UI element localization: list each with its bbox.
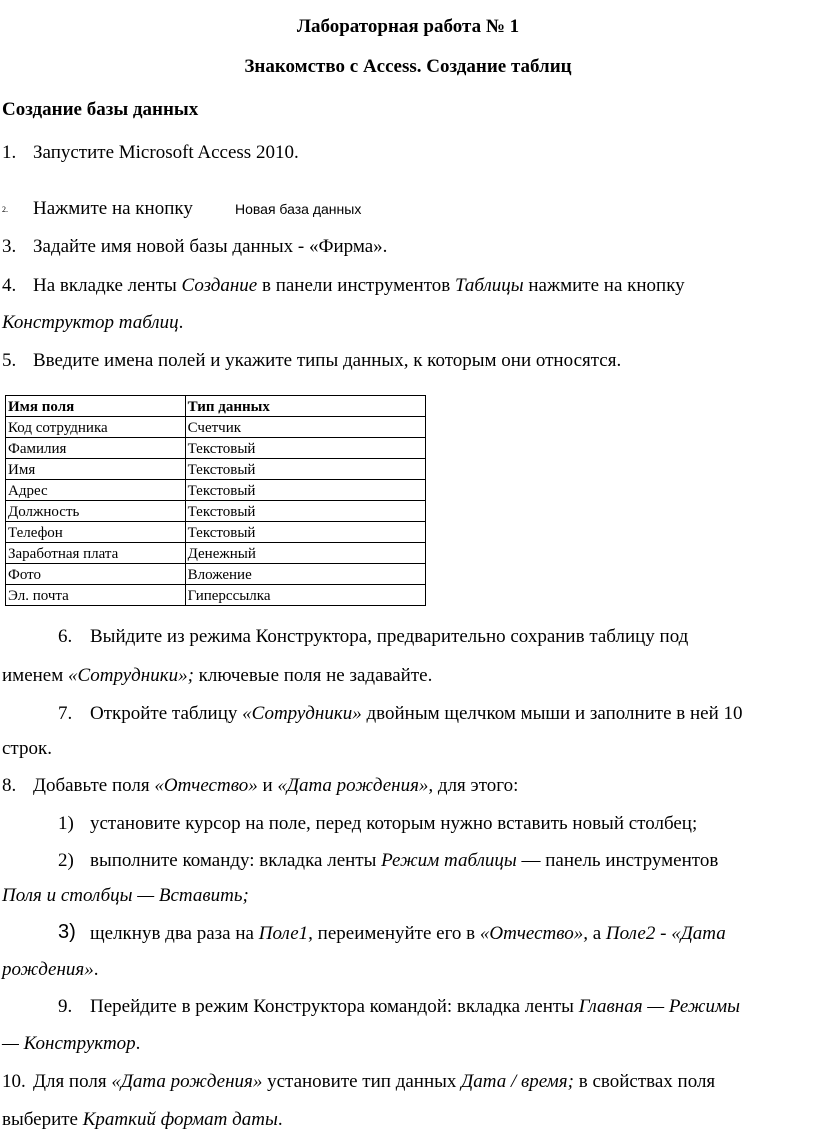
step-7-line-1: Откройте таблицу «Сотрудники» двойным щелчком мыши и заполните в ней 10 xyxy=(90,703,743,724)
table-cell: Вложение xyxy=(185,564,425,585)
substep-1-text: установите курсор на поле, перед которым нужно вставить новый столбец; xyxy=(90,813,698,834)
fields-table xyxy=(5,395,426,606)
step-9-line-1: Перейдите в режим Конструктора командой: вкладка ленты Главная — Режимы xyxy=(90,996,740,1017)
table-cell: Адрес xyxy=(6,480,186,501)
step-4-number: 4. xyxy=(2,275,17,296)
step-8-text: Добавьте поля «Отчество» и «Дата рождения», для этого: xyxy=(33,775,519,796)
substep-2-line-1: выполните команду: вкладка ленты Режим таблицы — панель инструментов xyxy=(90,850,719,871)
step-6-line-1: Выйдите из режима Конструктора, предварительно сохранив таблицу под xyxy=(90,626,689,647)
table-header-cell: Тип данных xyxy=(185,396,425,417)
table-cell: Эл. почта xyxy=(6,585,186,606)
step-9-number: 9. xyxy=(58,996,73,1017)
table-header-cell: Имя поля xyxy=(6,396,186,417)
table-cell: Заработная плата xyxy=(6,543,186,564)
table-cell: Фото xyxy=(6,564,186,585)
table-row xyxy=(6,438,426,459)
table-row xyxy=(6,459,426,480)
step-4-line-1: На вкладке ленты Создание в панели инструментов Таблицы нажмите на кнопку xyxy=(33,275,685,296)
step-8-number: 8. xyxy=(2,775,17,796)
step-10-number: 10. xyxy=(2,1071,26,1092)
step-2-text: Нажмите на кнопку xyxy=(33,198,193,219)
table-row xyxy=(6,501,426,522)
step-1-text: Запустите Microsoft Access 2010. xyxy=(33,142,299,163)
new-database-button-label: Новая база данных xyxy=(235,201,362,217)
table-cell: Фамилия xyxy=(6,438,186,459)
substep-3-number: 3) xyxy=(58,921,76,943)
table-cell: Счетчик xyxy=(185,417,425,438)
substep-1-number: 1) xyxy=(58,813,74,834)
section-heading: Создание базы данных xyxy=(2,99,199,120)
table-header-row xyxy=(6,396,426,417)
table-row xyxy=(6,417,426,438)
table-cell: Текстовый xyxy=(185,501,425,522)
step-6-line-2: именем «Сотрудники»; ключевые поля не задавайте. xyxy=(2,665,433,686)
table-cell: Телефон xyxy=(6,522,186,543)
table-cell: Имя xyxy=(6,459,186,480)
step-4-line-2: Конструктор таблиц. xyxy=(2,312,184,333)
table-cell: Текстовый xyxy=(185,459,425,480)
step-3-number: 3. xyxy=(2,236,17,257)
substep-3-line-1: щелкнув два раза на Поле1, переименуйте его в «Отчество», а Поле2 - «Дата xyxy=(90,923,726,944)
table-row xyxy=(6,585,426,606)
table-row xyxy=(6,522,426,543)
substep-2-line-2: Поля и столбцы — Вставить; xyxy=(2,885,249,906)
step-9-line-2: — Конструктор. xyxy=(2,1033,141,1054)
step-7-number: 7. xyxy=(58,703,73,724)
table-row xyxy=(6,543,426,564)
page-subtitle: Знакомство с Access. Создание таблиц xyxy=(244,56,572,77)
substep-2-number: 2) xyxy=(58,850,74,871)
table-cell: Денежный xyxy=(185,543,425,564)
table-cell: Текстовый xyxy=(185,522,425,543)
table-cell: Текстовый xyxy=(185,438,425,459)
step-3-text: Задайте имя новой базы данных - «Фирма». xyxy=(33,236,388,257)
step-10-line-1: Для поля «Дата рождения» установите тип данных Дата / время; в свойствах поля xyxy=(33,1071,716,1092)
step-7-line-2: строк. xyxy=(2,738,52,759)
table-cell: Должность xyxy=(6,501,186,522)
table-cell: Код сотрудника xyxy=(6,417,186,438)
substep-3-line-2: рождения». xyxy=(2,959,99,980)
step-1-number: 1. xyxy=(2,142,17,163)
table-row xyxy=(6,564,426,585)
step-5-text: Введите имена полей и укажите типы данных, к которым они относятся. xyxy=(33,350,622,371)
step-10-line-2: выберите Краткий формат даты. xyxy=(2,1109,283,1130)
step-5-number: 5. xyxy=(2,350,17,371)
table-cell: Текстовый xyxy=(185,480,425,501)
step-6-number: 6. xyxy=(58,626,73,647)
page-title: Лабораторная работа № 1 xyxy=(296,16,520,37)
step-2-number: 2. xyxy=(2,205,8,214)
table-cell: Гиперссылка xyxy=(185,585,425,606)
table-row xyxy=(6,480,426,501)
